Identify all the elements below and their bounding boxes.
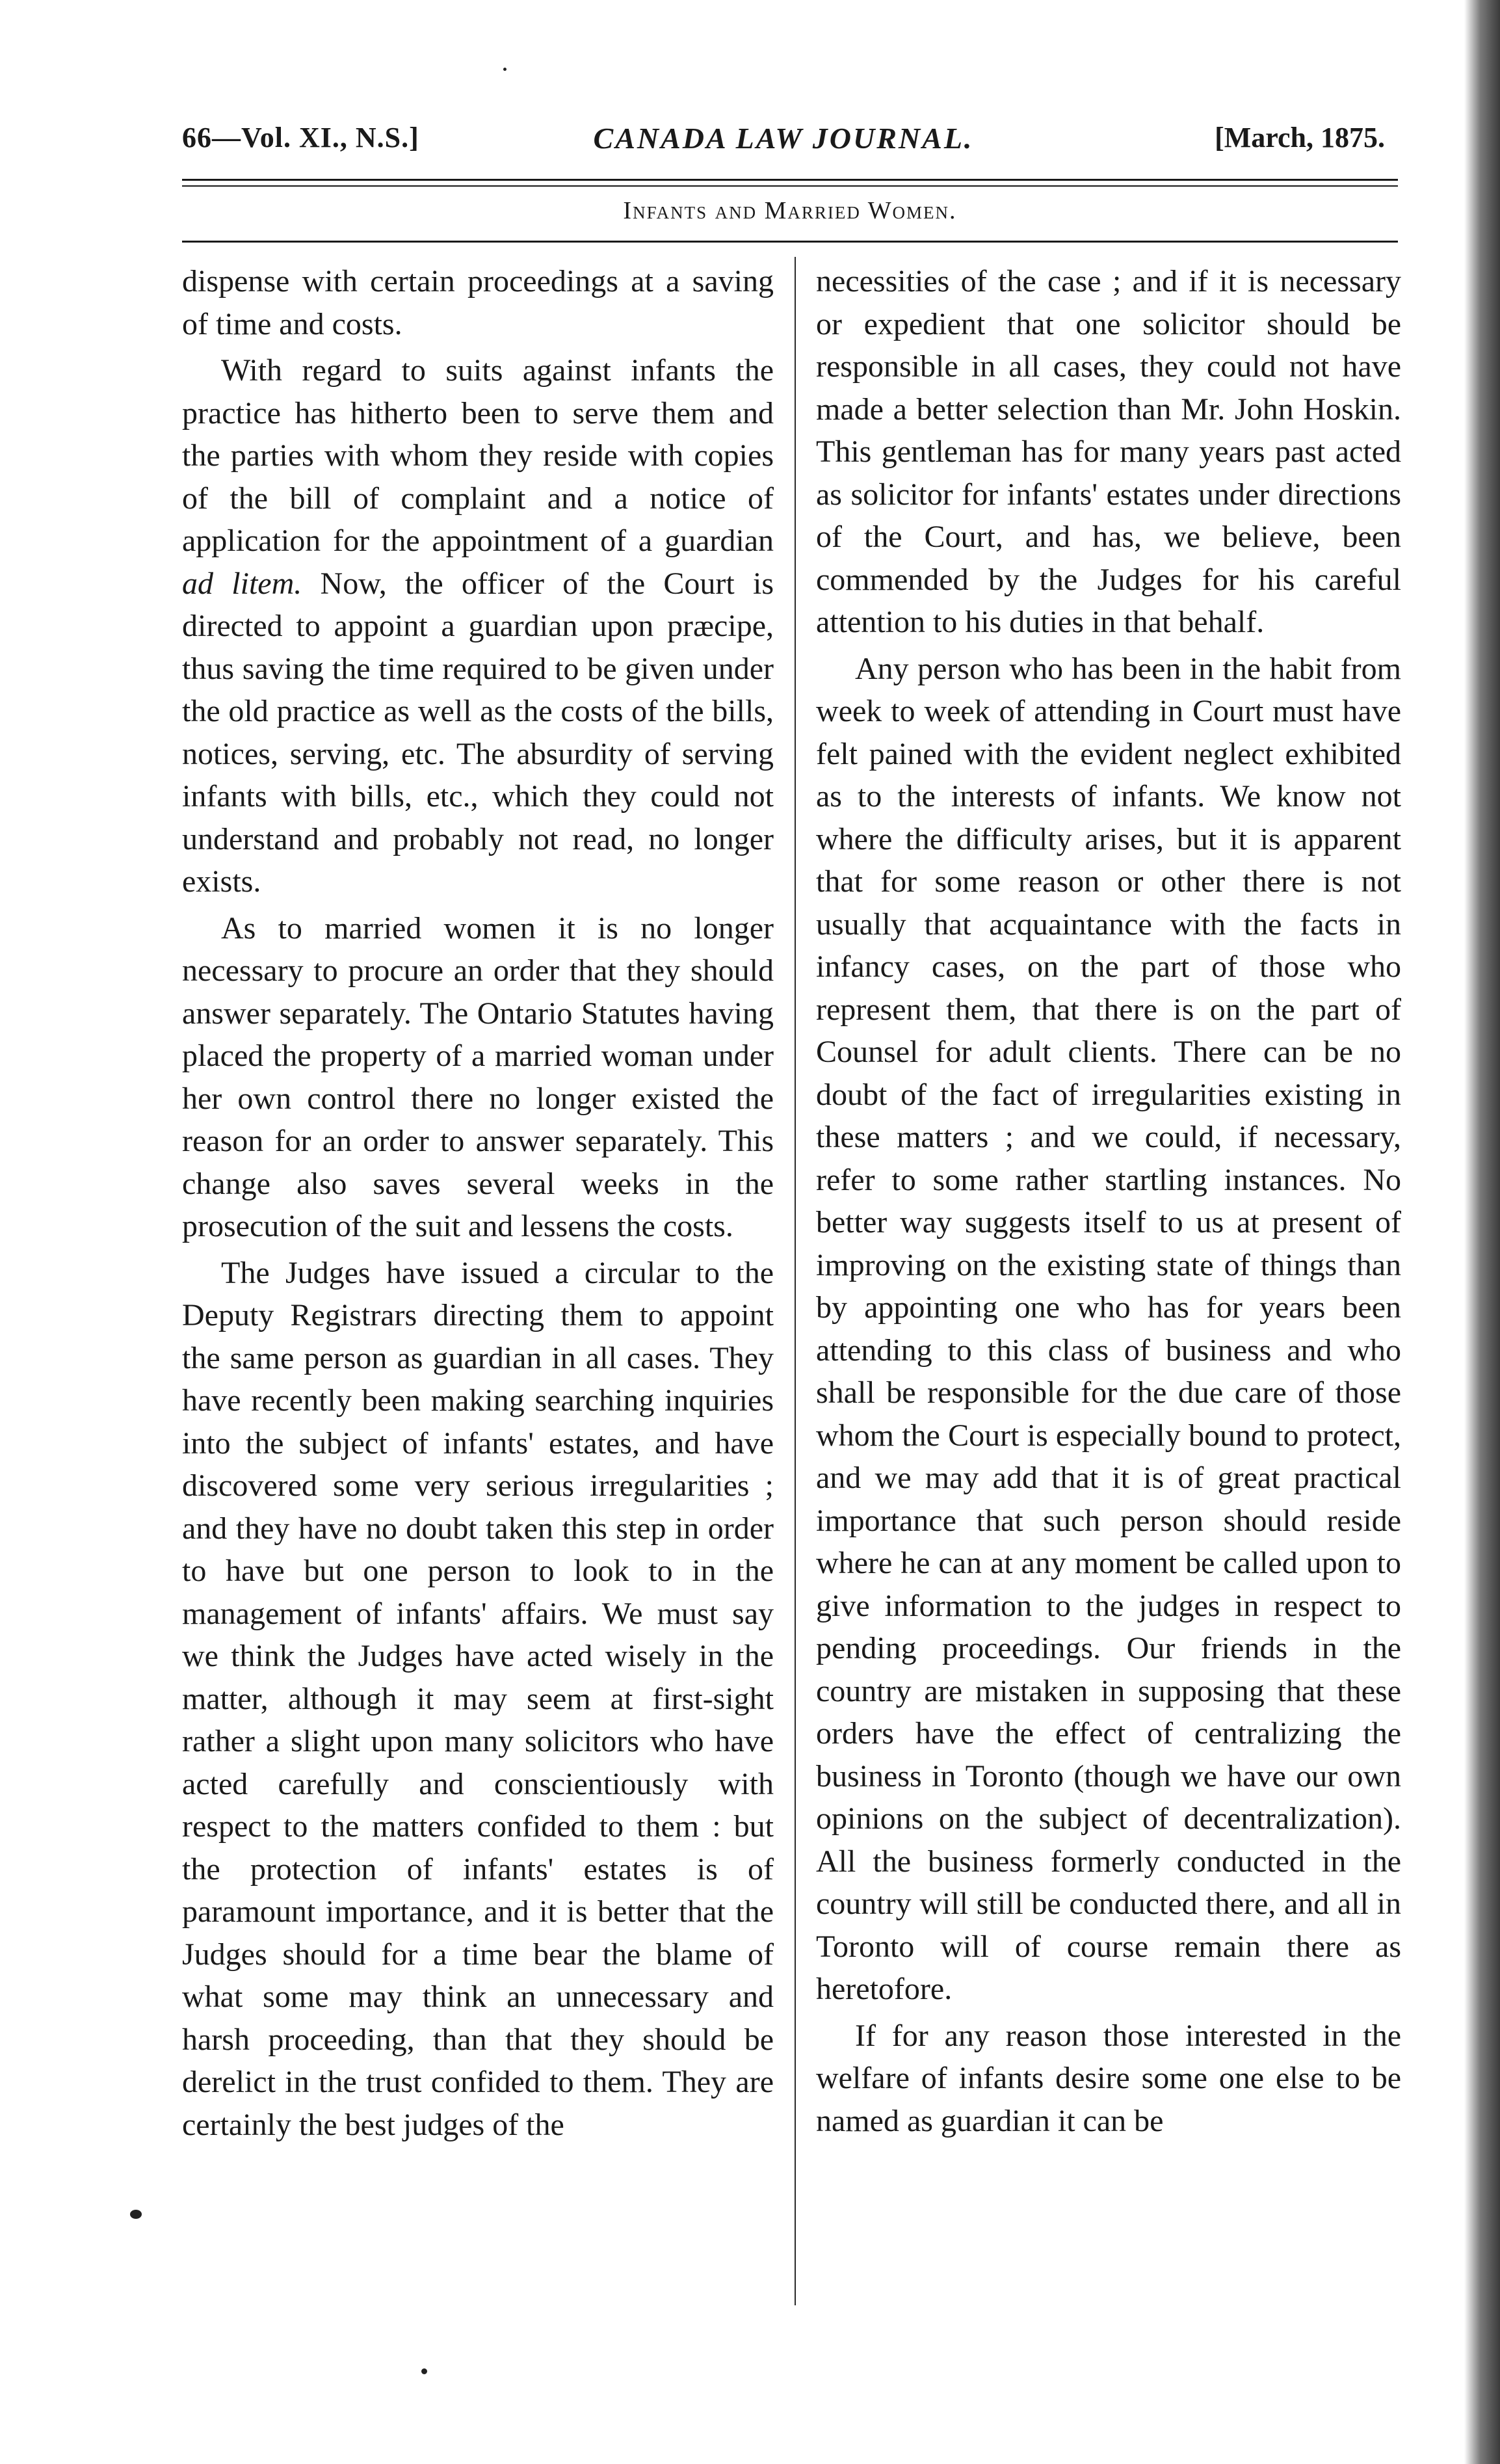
header-rule-bottom bbox=[182, 185, 1398, 187]
scan-speck bbox=[503, 68, 507, 71]
scan-edge-shadow bbox=[1464, 0, 1500, 2464]
right-paragraph-3: If for any reason those interested in the welfare of infants desire some one else to be named as guardian it can be bbox=[816, 2018, 1401, 2138]
issue-date: [March, 1875. bbox=[1215, 122, 1385, 153]
left-paragraph-2-text-b: Now, the officer of the Court is directed to appoint a guardian upon præcipe, thus saving the time required to be given under the old practice as well as the costs of the bills, notices, serving, etc. The absurdity of serving infants with bills, etc., which they could not understand and probably not read, no longer exists. bbox=[182, 566, 774, 899]
right-paragraph-1: necessities of the case ; and if it is necessary or expedient that one solicitor should be responsible in all cases, they could not have made a better selection than Mr. John Hoskin. This gentleman has for many years past acted as solicitor for infants' estates under directions of the Court, and has, we believe, been commended by the Judges for his careful attention to his duties in that behalf. bbox=[816, 264, 1401, 639]
running-head bbox=[182, 121, 1385, 160]
left-column bbox=[182, 260, 774, 2150]
header-rule-top bbox=[182, 179, 1398, 181]
title-rule bbox=[182, 241, 1398, 243]
left-paragraph-4: The Judges have issued a circular to the Deputy Registrars directing them to appoint the same person as guardian in all cases. They have recently been making searching inquiries into the subject of infants' estates, and have discovered some very serious irregularities ; and they have no doubt taken this step in order to have but one person to look to in the management of infants' affairs. We must say we think the Judges have acted wisely in the matter, although it may seem at first-sight rather a slight upon many solicitors who have acted carefully and conscientiously with respect to the matters confided to them : but the protection of infants' estates is of paramount importance, and it is better that the Judges should for a time bear the blame of what some may think an unnecessary and harsh proceeding, than that they should be derelict in the trust confided to them. They are certainly the best judges of the bbox=[182, 1255, 774, 2142]
left-paragraph-1: dispense with certain proceedings at a saving of time and costs. bbox=[182, 264, 774, 341]
column-divider bbox=[795, 257, 796, 2305]
right-column bbox=[816, 260, 1401, 2146]
left-paragraph-3: As to married women it is no longer necessary to procure an order that they should answer separately. The Ontario Statutes having placed the property of a married woman under her own control there no longer existed the reason for an order to answer separately. This change also saves several weeks in the prosecution of the suit and lessens the costs. bbox=[182, 910, 774, 1243]
right-paragraph-2: Any person who has been in the habit from week to week of attending in Court must have felt pained with the evident neglect exhibited as to the interests of infants. We know not where the difficulty arises, but it is apparent that for some reason or other there is not usually that acquaintance with the facts in infancy cases, on the part of those who represent them, that there is on the part of Counsel for adult clients. There can be no doubt of the fact of irregularities existing in these matters ; and we could, if necessary, refer to some rather startling instances. No better way suggests itself to us at present of improving on the existing state of things than by appointing one who has for years been attending to this class of business and who shall be responsible for the due care of those whom the Court is especially bound to protect, and we may add that it is of great practical importance that such person should reside where he can at any moment be called upon to give information to the judges in respect to pending proceedings. Our friends in the country are mistaken in supposing that these orders have the effect of centralizing the business in Toronto (though we have our own opinions on the subject of decentralization). All the business formerly conducted in the country will still be conducted there, and all in Toronto will of course remain there as heretofore. bbox=[816, 651, 1401, 2006]
journal-title: CANADA LAW JOURNAL. bbox=[593, 122, 974, 155]
scan-speck bbox=[130, 2210, 142, 2219]
page-and-volume: 66—Vol. XI., N.S.] bbox=[182, 122, 419, 153]
left-paragraph-2-text-a: With regard to suits against infants the practice has hitherto been to serve them and the parties with whom they reside with copies of the bill of complaint and a notice of application for the appointment of a guardian bbox=[182, 353, 774, 558]
left-paragraph-2 bbox=[182, 349, 774, 903]
scan-speck bbox=[421, 2368, 427, 2374]
section-title: Infants and Married Women. bbox=[623, 197, 957, 224]
ad-litem-term: ad litem. bbox=[182, 566, 302, 601]
